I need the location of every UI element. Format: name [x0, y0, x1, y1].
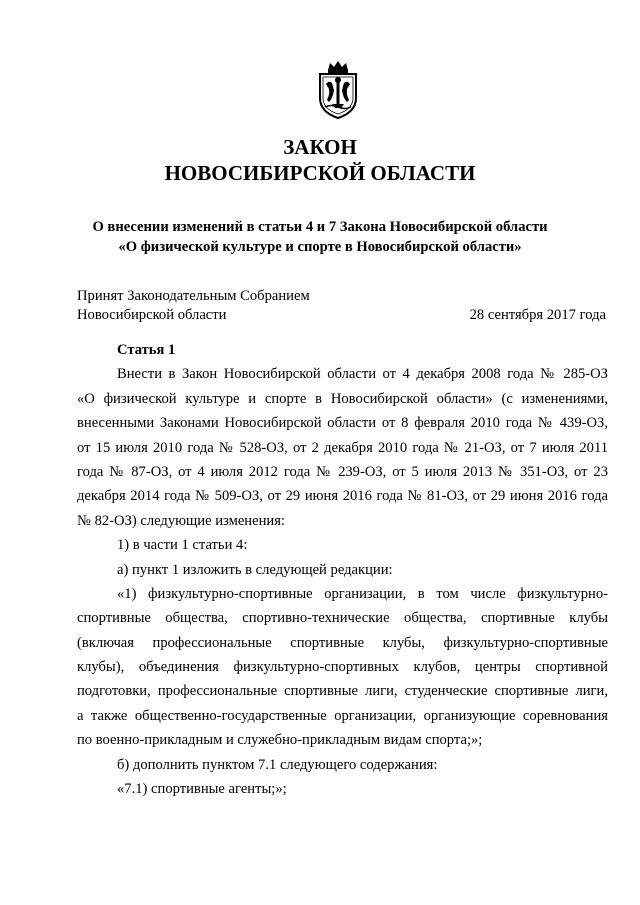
- paragraph-line: № 82-ОЗ) следующие изменения:: [77, 512, 285, 529]
- article-heading: Статья 1: [117, 342, 176, 358]
- paragraph-line: (включая профессиональные спортивные клубы, физкультурно-спортивные: [77, 634, 608, 651]
- paragraph-line: внесенными Законами Новосибирской области от 8 февраля 2010 года № 439-ОЗ,: [77, 415, 608, 432]
- paragraph-line: клубы), объединения физкультурно-спортивных клубов, центры спортивной: [77, 659, 608, 676]
- adopted-by-line-1: Принят Законодательным Собранием: [77, 288, 310, 304]
- paragraph-line: декабря 2014 года № 509-ОЗ, от 29 июня 2016 года № 81-ОЗ, от 29 июня 2016 года: [77, 488, 608, 505]
- adoption-date: 28 сентября 2017 года: [469, 307, 606, 323]
- article-body: [77, 338, 608, 801]
- paragraph-line: а также общественно-государственные организации, организующие соревнования: [77, 707, 608, 724]
- list-item: б) дополнить пунктом 7.1 следующего содержания:: [117, 756, 438, 773]
- paragraph-line: «1) физкультурно-спортивные организации, в том числе физкультурно-: [117, 585, 608, 602]
- paragraph-line: «О физической культуре и спорте в Новосибирской области» (с изменениями,: [77, 390, 608, 407]
- coat-of-arms-icon: [314, 60, 362, 120]
- law-subject-line-2: «О физической культуре и спорте в Новосибирской области»: [118, 239, 522, 255]
- paragraph-line: по военно-прикладным и служебно-прикладным видам спорта;»;: [77, 732, 483, 749]
- paragraph-line: года № 87-ОЗ, от 4 июля 2012 года № 239-ОЗ, от 5 июля 2013 № 351-ОЗ, от 23: [77, 463, 608, 480]
- list-item: 1) в части 1 статьи 4:: [117, 537, 248, 554]
- paragraph-line: Внести в Закон Новосибирской области от 4 декабря 2008 года № 285-ОЗ: [117, 366, 608, 383]
- law-title: ЗАКОН: [283, 135, 357, 159]
- law-region-title: НОВОСИБИРСКОЙ ОБЛАСТИ: [164, 161, 476, 185]
- list-item: а) пункт 1 изложить в следующей редакции:: [117, 561, 393, 578]
- paragraph-line: спортивные общества, спортивно-технические общества, спортивные клубы: [77, 610, 608, 627]
- law-subject-line-1: О внесении изменений в статьи 4 и 7 Закона Новосибирской области: [92, 219, 548, 235]
- adopted-by-line-2: Новосибирской области: [77, 307, 227, 323]
- list-item: «7.1) спортивные агенты;»;: [117, 781, 287, 798]
- paragraph-line: подготовки, профессиональные спортивные лиги, студенческие спортивные лиги,: [77, 683, 608, 700]
- paragraph-line: от 15 июля 2010 года № 528-ОЗ, от 2 декабря 2010 года № 21-ОЗ, от 7 июля 2011: [77, 439, 608, 456]
